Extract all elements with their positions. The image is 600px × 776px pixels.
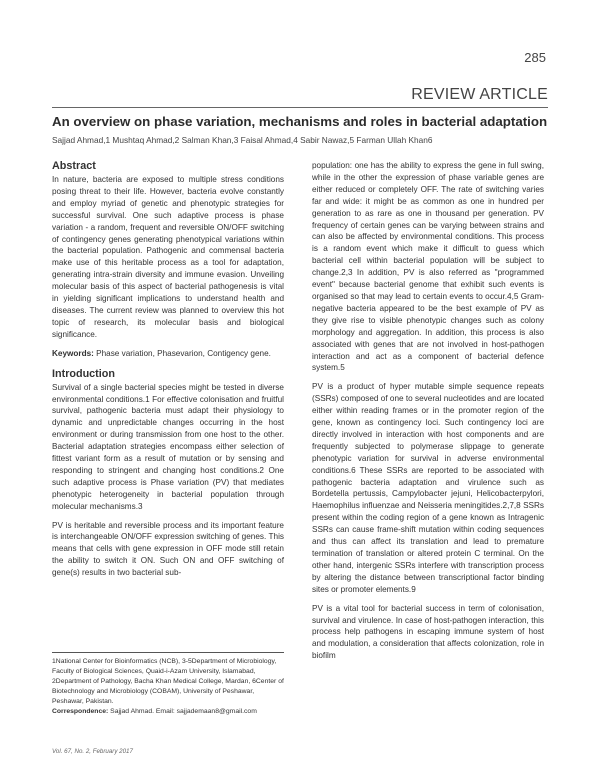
article-type: REVIEW ARTICLE [411, 86, 548, 103]
right-column [312, 160, 544, 669]
page-number: 285 [524, 50, 546, 65]
keywords-label: Keywords: [52, 348, 94, 358]
header-rule [52, 107, 548, 108]
introduction-paragraph-2: PV is heritable and reversible process and its important feature is interchangeable ON/OFF expression switching of genes. This means that cells with gene expression in OFF mode still retain the ability to switch it ON. Such ON and OFF switching of gene(s) results in two bacterial sub- [52, 520, 284, 578]
keywords [52, 348, 284, 360]
right-paragraph-2: PV is a product of hyper mutable simple sequence repeats (SSRs) composed of one to several nucleotides and are located either within reading frames or in the promoter region of the gene, known as contingency loci. Such contingency loci are directly involved in interaction with host components and are frequently subjected to polymerase slippage to generate phenotypic variation for survival in adverse environmental conditions.6 These SSRs are reported to be associated with pathogenic bacteria adaptation and virulence such as Bordetella pertussis, Campylobacter jejuni, Helicobacterpylori, Haemophilus influenzae and Neisseria meningitides.2,7,8 SSRs present within the coding region of a gene known as Intragenic SSRs can cause frame-shift mutation within coding sequences and thus can affect its translation and lead to premature termination of translation or altered protein C terminal. On the other hand, intergenic SSRs interfere with transcription process by altering the distance between transcriptional factor binding sites or promoter elements.9 [312, 382, 544, 594]
abstract-text: In nature, bacteria are exposed to multiple stress conditions posing threat to their life. However, bacteria evolve constantly and employ myriad of genetic and phenotypic strategies for successful survival. One such adaptive process is phase variation - a random, frequent and reversible ON/OFF switching of contingency genes generating phenotypical variations within the bacterial population. Pathogenic and commensal bacteria make use of this heritable process as a tool for adaptation, generating intra-strain diversity and immune evasion. Unveiling molecular basis of this aspect of bacterial pathogenesis is vital in yielding significant implications to understand health and diseases. The current review was planned to overview this hot topic of research, its molecular basis and biological significance. [52, 175, 284, 339]
correspondence-label: Correspondence: [52, 707, 109, 715]
article-title: An overview on phase variation, mechanisms and roles in bacterial adaptation [52, 114, 548, 129]
left-column [52, 160, 284, 586]
introduction-heading: Introduction [52, 367, 115, 380]
footnote-rule [52, 652, 284, 653]
right-paragraph-1: population: one has the ability to express the gene in full swing, while in the other the expression of phase variable genes are either reduced or completely OFF. The rate of switching varies far and wide: it might be as common as one in hundred per generation to as rare as one in thousand per generation. PV frequency of certain genes can be varying between strains and can also be affected by environmental conditions. This process is a random event which make it difficult to guess which bacterial cell within bacterial population will be subject to change.2,3 In addition, PV is also referred as "programmed event" because bacterial genome that exhibit such events is organised so that may lead to certain events to occur.4,5 Gram-negative bacteria appeared to be the best example of PV as they give rise to visible phenotypic changes such as colony morphology and aggregation. In addition, this process is also associated with genes that are not involved in host-pathogen interaction and act as a component of bacterial defence system.5 [312, 161, 544, 373]
author-list: Sajjad Ahmad,1 Mushtaq Ahmad,2 Salman Khan,3 Faisal Ahmad,4 Sabir Nawaz,5 Farman Ullah Khan6 [52, 135, 433, 145]
journal-citation: Vol. 67, No. 2, February 2017 [52, 748, 133, 755]
correspondence-text: Sajjad Ahmad. Email: sajjademaan8@gmail.com [110, 707, 257, 715]
right-paragraph-3: PV is a vital tool for bacterial success in term of colonisation, survival and virulence. In case of host-pathogen interaction, this process help pathogens in escaping immune system of host and modulation, a consideration that affects colonization, role in biofilm [312, 603, 544, 661]
abstract-heading: Abstract [52, 160, 96, 172]
footnotes [52, 657, 284, 716]
affiliations: 1National Center for Bioinformatics (NCB), 3-5Department of Microbiology, Faculty of Biological Sciences, Quaid-i-Azam University, Islamabad, 2Department of Pathology, Bacha Khan Medical College, Mardan, 6Center of Biotechnology and Microbiology (COBAM), University of Peshawar, Peshawar, Pakistan. [52, 658, 284, 705]
correspondence [52, 707, 284, 717]
keywords-text: Phase variation, Phasevarion, Contigency gene. [96, 348, 271, 358]
introduction-paragraph-1: Survival of a single bacterial species might be tested in diverse environmental conditions.1 For effective colonisation and fruitful survival, pathogenic bacteria must adapt their physiology to dynamic and unpredictable changes occurring in the host environment or during transmission from one host to the other. Bacterial adaptation strategies encompass either selection of fittest variant form as a result of mutation or by sensing and responding to stringent and changing host conditions.2 One such adaptive process is Phase variation (PV) that mediates phenotypic heterogeneity in bacterial population through molecular mechanisms.3 [52, 382, 284, 511]
